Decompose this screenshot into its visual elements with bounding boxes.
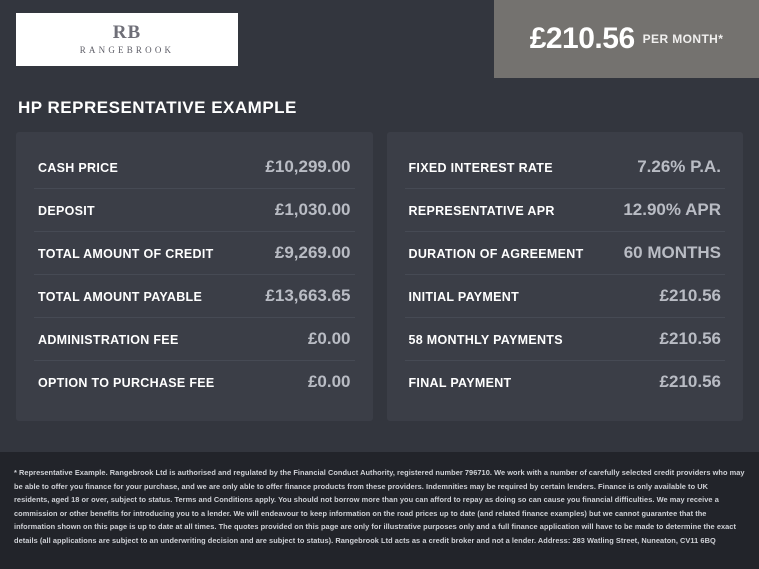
row-value: £1,030.00 <box>274 200 351 219</box>
row-value: £9,269.00 <box>274 243 351 262</box>
row-label: FINAL PAYMENT <box>408 376 512 390</box>
row-value: £10,299.00 <box>265 157 351 176</box>
table-row <box>405 232 726 275</box>
row-label: INITIAL PAYMENT <box>408 290 520 304</box>
table-row <box>34 361 355 403</box>
row-value: £0.00 <box>307 329 351 348</box>
table-row <box>405 318 726 361</box>
title-bar <box>0 78 759 132</box>
row-label: FIXED INTEREST RATE <box>408 161 553 175</box>
row-value: 60 MONTHS <box>623 243 721 262</box>
row-label: DURATION OF AGREEMENT <box>408 247 584 261</box>
header <box>0 0 759 78</box>
row-value: £13,663.65 <box>265 286 351 305</box>
row-value: £210.56 <box>659 329 721 348</box>
row-label: TOTAL AMOUNT OF CREDIT <box>38 247 214 261</box>
row-label: ADMINISTRATION FEE <box>38 333 179 347</box>
row-label: 58 MONTHLY PAYMENTS <box>408 333 563 347</box>
row-value: £0.00 <box>307 372 351 391</box>
monthly-price-banner <box>494 0 759 78</box>
table-row <box>405 146 726 189</box>
page-title: HP REPRESENTATIVE EXAMPLE <box>18 98 297 117</box>
row-label: CASH PRICE <box>38 161 119 175</box>
row-label: DEPOSIT <box>38 204 95 218</box>
row-value: £210.56 <box>659 372 721 391</box>
table-row <box>405 275 726 318</box>
disclaimer-text: * Representative Example. Rangebrook Ltd is authorised and regulated by the Financial Conduct Authority, registered number 796710. We work with a number of carefully selected credit providers who may be able to offer you finance for your purchase, and we are only able to offer finance products from these providers. Indemnities may be required by certain lenders. Finance is only available to UK residents, aged 18 or over, subject to status. Terms and Conditions apply. You should not borrow more than you can afford to repay as doing so can cause you financial difficulties. We may receive a commission or other benefits for introducing you to a lender. We will endeavour to keep information on the road prices up to date (and related finance examples) but we cannot guarantee that the information shown on this page is up to date at all times. The quotes provided on this page are only for illustrative purposes only and a full finance application will have to be made to determine the exact details (all applications are subject to an underwriting decision and are subject to status). Rangebrook Ltd acts as a credit broker and not a lender. Address: 283 Watling Street, Nuneaton, CV11 6BQ <box>14 468 745 545</box>
table-row <box>34 318 355 361</box>
table-row <box>34 275 355 318</box>
table-row <box>405 361 726 403</box>
monthly-price-period: PER MONTH* <box>642 32 724 46</box>
logo-area <box>0 0 494 78</box>
logo-monogram-icon: RB <box>112 22 142 43</box>
logo-wordmark: RANGEBROOK <box>79 45 175 55</box>
disclaimer-section <box>0 452 759 569</box>
left-details-panel <box>16 132 373 421</box>
row-label: OPTION TO PURCHASE FEE <box>38 376 215 390</box>
row-value: 12.90% APR <box>623 200 721 219</box>
right-details-panel <box>387 132 744 421</box>
row-label: REPRESENTATIVE APR <box>408 204 555 218</box>
table-row <box>34 189 355 232</box>
row-value: £210.56 <box>659 286 721 305</box>
table-row <box>405 189 726 232</box>
row-value: 7.26% P.A. <box>637 157 721 176</box>
table-row <box>34 146 355 189</box>
row-label: TOTAL AMOUNT PAYABLE <box>38 290 203 304</box>
monthly-price-amount: £210.56 <box>529 22 635 55</box>
table-row <box>34 232 355 275</box>
rangebrook-logo[interactable] <box>16 13 238 66</box>
finance-details-panels <box>0 132 759 421</box>
